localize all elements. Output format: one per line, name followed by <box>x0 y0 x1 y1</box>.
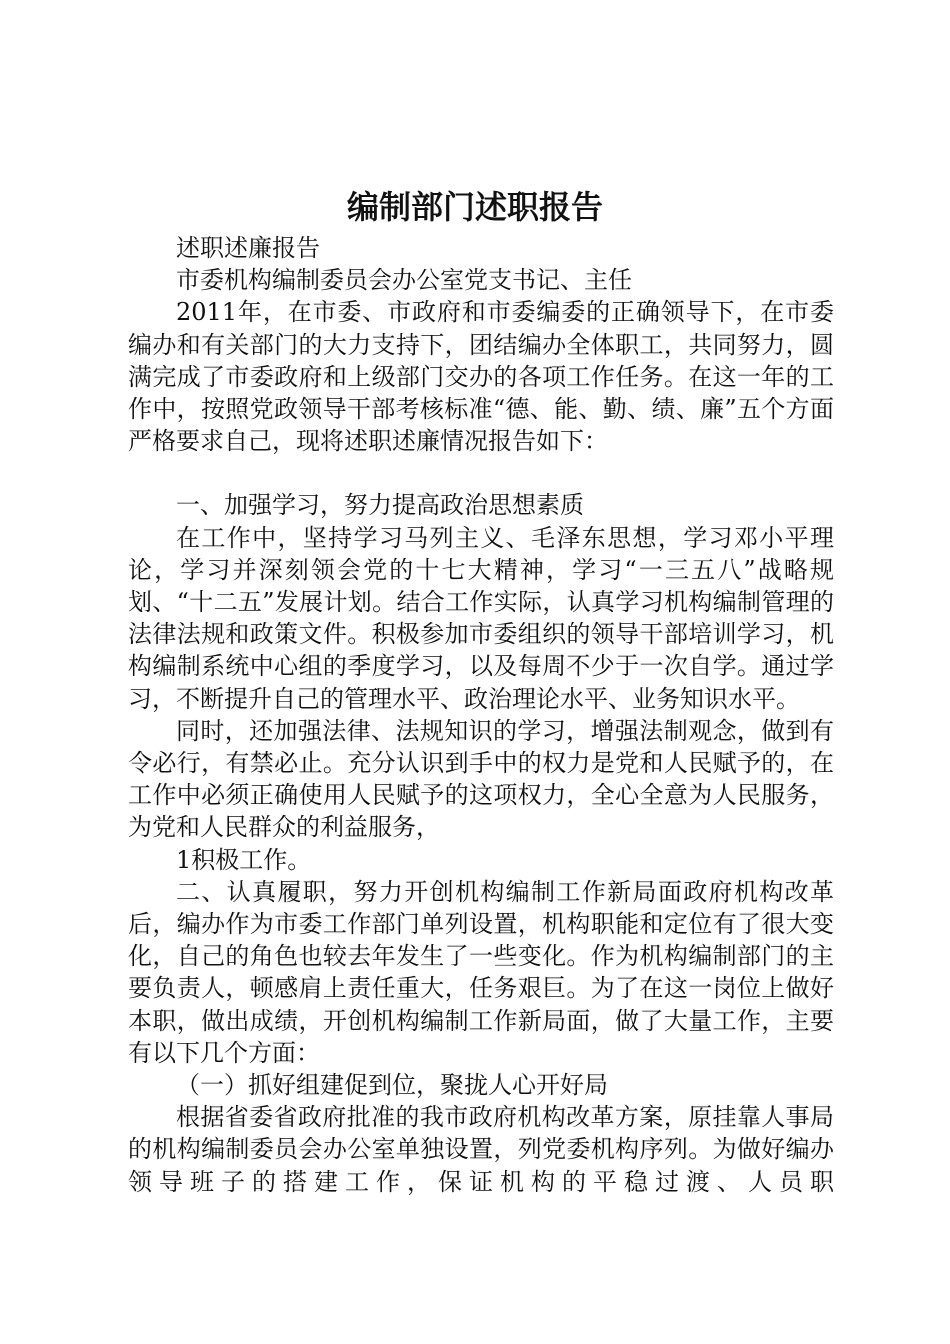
document-body <box>128 232 834 1198</box>
section-heading-1: 一、加强学习，努力提高政治思想素质 <box>176 491 584 520</box>
paragraph-work: 1积极工作。 <box>176 845 312 874</box>
paragraph-subtitle: 述职述廉报告 <box>176 234 320 262</box>
paragraph-law: 同时，还加强法律、法规知识的学习，增强法制观念，做到有令必行，有禁必止。充分认识到手中的权力是党和人民赋予的，在工作中必须正确使用人民赋予的这项权力，全心全意为人民服务，为党和人民群众的利益服务， <box>128 716 834 842</box>
paragraph-study: 在工作中，坚持学习马列主义、毛泽东思想，学习邓小平理论，学习并深刻领会党的十七大精神，学习“一三五八”战略规划、“十二五”发展计划。结合工作实际，认真学习机构编制管理的法律法规和政策文件。积极参加市委组织的领导干部培训学习，机构编制系统中心组的季度学习，以及每周不少于一次自学。通过学习，不断提升自己的管理水平、政治理论水平、业务知识水平。 <box>128 523 834 713</box>
paragraph-reform: 根据省委省政府批准的我市政府机构改革方案，原挂靠人事局的机构编制委员会办公室单独设置，列党委机构序列。为做好编办领导班子的搭建工作，保证机构的平稳过渡、人员职 <box>128 1103 834 1196</box>
subsection-heading-1: （一）抓好组建促到位，聚拢人心开好局 <box>176 1071 608 1100</box>
section-heading-2: 二、认真履职，努力开创机构编制工作新局面政府机构改革后，编办作为市委工作部门单列设置，机构职能和定位有了很大变化，自己的角色也较去年发生了一些变化。作为机构编制部门的主要负责人，顿感肩上责任重大，任务艰巨。为了在这一岗位上做好本职，做出成绩，开创机构编制工作新局面，做了大量工作，主要有以下几个方面： <box>128 877 834 1067</box>
paragraph-intro: 2011年，在市委、市政府和市委编委的正确领导下，在市委编办和有关部门的大力支持下，团结编办全体职工，共同努力，圆满完成了市委政府和上级部门交办的各项工作任务。在这一年的工作中，按照党政领导干部考核标准“德、能、勤、绩、廉”五个方面严格要求自己，现将述职述廉情况报告如下： <box>128 298 834 456</box>
paragraph-author: 市委机构编制委员会办公室党支书记、主任 <box>176 266 632 295</box>
document-title: 编制部门述职报告 <box>346 188 603 226</box>
